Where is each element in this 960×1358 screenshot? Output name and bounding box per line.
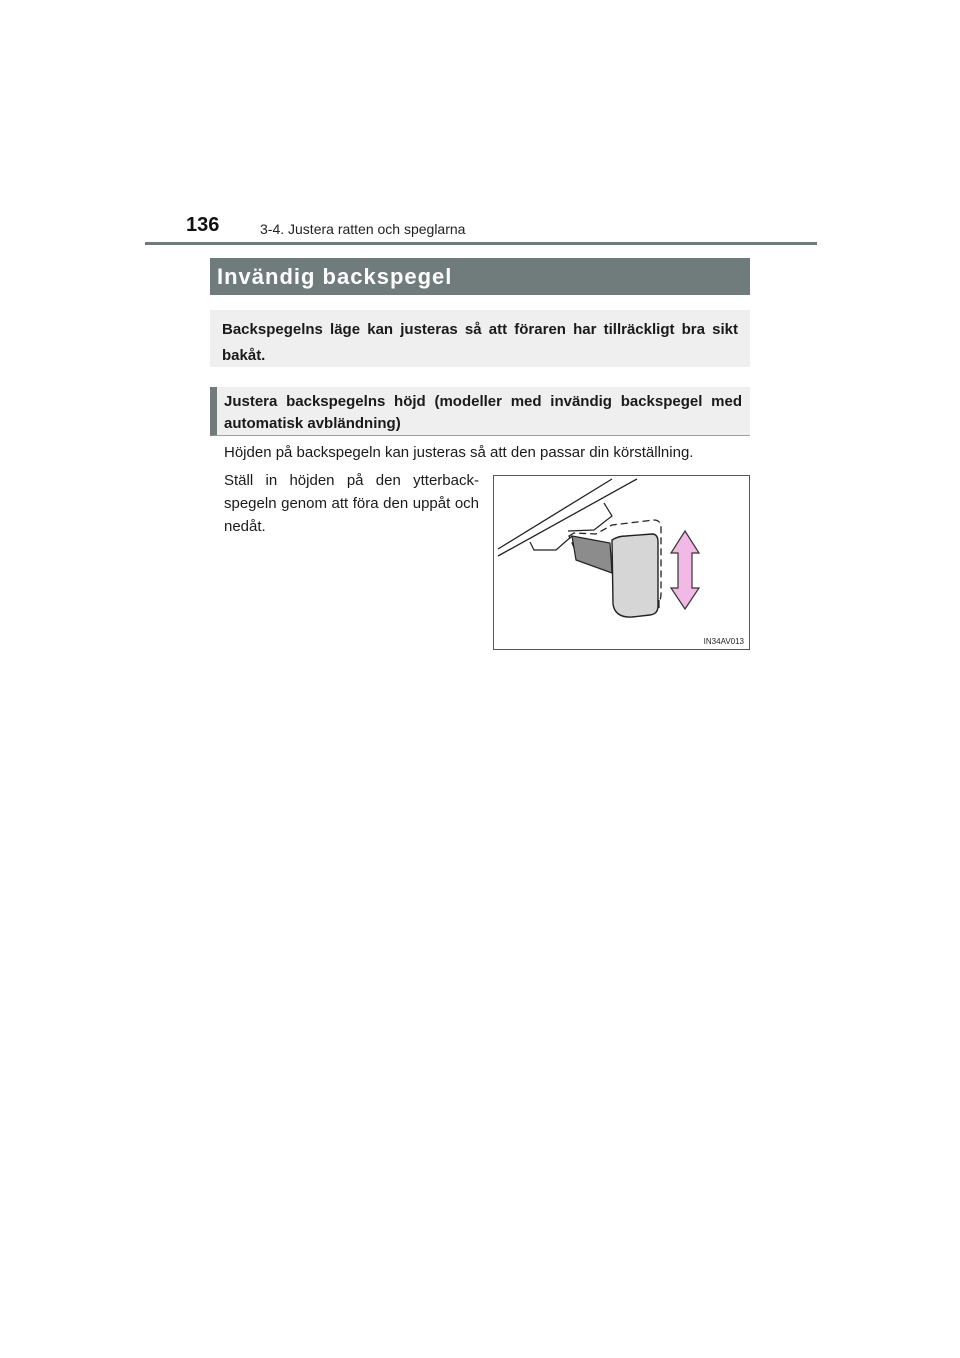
subsection-box: [210, 387, 750, 436]
double-arrow-icon: [671, 531, 699, 609]
figure-code: IN34AV013: [703, 637, 744, 646]
mount-bracket: [568, 503, 612, 531]
mirror-illustration: [493, 475, 750, 650]
mirror-illustration-svg: [494, 476, 751, 651]
running-header: 3-4. Justera ratten och speglarna: [260, 221, 466, 237]
mirror-stem: [572, 536, 612, 573]
body-paragraph-1: Höjden på backspegeln kan justeras så att den passar din körställning.: [224, 444, 694, 461]
windshield-line-upper: [498, 479, 612, 549]
mount-cable: [530, 536, 572, 550]
subsection-title: Justera backspegelns höjd (modeller med invändig backspegel med automatisk avbländning): [224, 393, 742, 432]
page-number: 136: [186, 214, 220, 236]
header-rule: [145, 242, 817, 245]
section-title: Invändig backspegel: [217, 264, 453, 289]
section-title-bar: [210, 258, 750, 295]
intro-text: Backspegelns läge kan justeras så att föraren har tillräckligt bra sikt bakåt.: [222, 321, 738, 364]
mirror-body: [612, 534, 658, 617]
body-paragraph-2: Ställ in höjden på den ytterback-spegeln genom att föra den uppåt och nedåt.: [224, 472, 479, 535]
intro-box: [210, 310, 750, 367]
